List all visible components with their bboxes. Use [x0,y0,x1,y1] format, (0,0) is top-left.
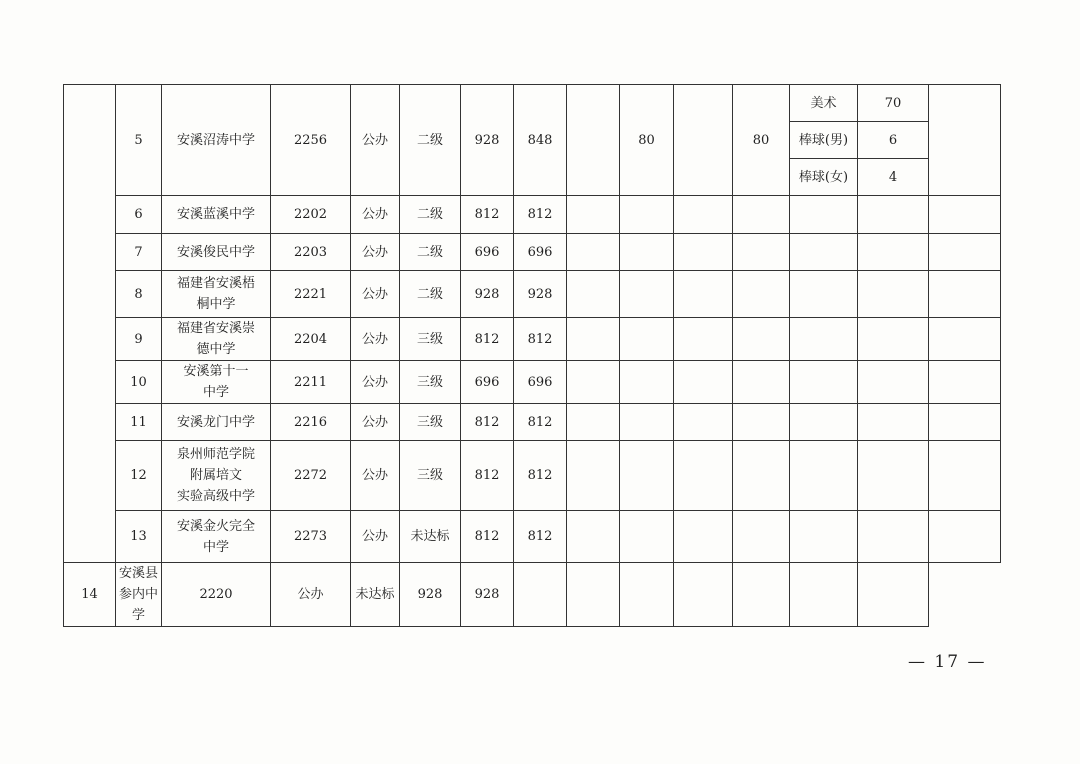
empty-cell [733,563,790,627]
specialty-item: 棒球(男) [790,122,858,159]
plan-general: 696 [514,234,567,271]
school-code: 2202 [271,196,351,234]
specialty-total: 80 [620,85,674,196]
empty-cell [790,271,858,318]
school-level: 未达标 [351,563,400,627]
empty-cell [620,361,674,404]
empty-cell [790,404,858,441]
empty-cell [733,511,790,563]
table-row [64,361,1001,404]
school-type: 公办 [351,234,400,271]
empty-cell [858,271,929,318]
empty-cell [567,85,620,196]
school-type: 公办 [351,404,400,441]
row-number: 11 [116,404,162,441]
empty-cell [620,404,674,441]
empty-cell [674,318,733,361]
empty-cell [674,441,733,511]
empty-cell [567,271,620,318]
empty-cell [733,441,790,511]
school-name: 福建省安溪崇 德中学 [162,318,271,361]
empty-cell [567,404,620,441]
row-number: 10 [116,361,162,404]
school-type: 公办 [351,361,400,404]
empty-cell [567,196,620,234]
specialty-count: 6 [858,122,929,159]
school-level: 二级 [400,196,461,234]
empty-cell [858,196,929,234]
row-number: 8 [116,271,162,318]
empty-cell [620,196,674,234]
empty-cell [620,234,674,271]
school-code: 2211 [271,361,351,404]
empty-cell [929,271,1001,318]
empty-cell [674,196,733,234]
empty-cell [858,234,929,271]
school-level: 三级 [400,404,461,441]
school-code: 2273 [271,511,351,563]
empty-cell [790,234,858,271]
row-number: 14 [64,563,116,627]
empty-cell [733,361,790,404]
table-row [64,511,1001,563]
school-level: 二级 [400,271,461,318]
empty-cell [929,196,1001,234]
school-name: 安溪蓝溪中学 [162,196,271,234]
empty-cell [929,85,1001,196]
empty-cell [858,404,929,441]
empty-cell [858,318,929,361]
row-number: 13 [116,511,162,563]
plan-general: 812 [514,511,567,563]
plan-total: 812 [461,441,514,511]
enrollment-table [63,84,1001,627]
table-row [64,318,1001,361]
school-type: 公办 [351,196,400,234]
plan-total: 928 [461,271,514,318]
plan-general: 928 [461,563,514,627]
empty-cell [929,234,1001,271]
empty-cell [790,196,858,234]
empty-cell [567,234,620,271]
empty-cell [620,318,674,361]
table-row [64,234,1001,271]
empty-cell [567,563,620,627]
region-cell [64,85,116,563]
school-name: 安溪龙门中学 [162,404,271,441]
school-level: 三级 [400,361,461,404]
table-row [64,563,1001,627]
empty-cell [567,511,620,563]
school-level: 未达标 [400,511,461,563]
empty-cell [929,511,1001,563]
plan-general: 812 [514,441,567,511]
empty-cell [620,441,674,511]
school-type: 公办 [351,271,400,318]
row-number: 7 [116,234,162,271]
school-code: 2256 [271,85,351,196]
empty-cell [733,404,790,441]
table-row [64,441,1001,511]
school-level: 二级 [400,85,461,196]
school-name: 安溪沼涛中学 [162,85,271,196]
empty-cell [514,563,567,627]
plan-general: 848 [514,85,567,196]
empty-cell [929,441,1001,511]
plan-total: 696 [461,234,514,271]
school-type: 公办 [351,441,400,511]
school-name: 安溪县参内中 学 [116,563,162,627]
school-name: 福建省安溪梧 桐中学 [162,271,271,318]
school-level: 三级 [400,318,461,361]
empty-cell [674,234,733,271]
table-row [64,85,1001,122]
empty-cell [733,318,790,361]
row-number: 6 [116,196,162,234]
school-name: 安溪第十一 中学 [162,361,271,404]
school-type: 公办 [271,563,351,627]
school-type: 公办 [351,318,400,361]
school-code: 2221 [271,271,351,318]
empty-cell [733,234,790,271]
plan-total: 812 [461,404,514,441]
row-number: 12 [116,441,162,511]
plan-total: 696 [461,361,514,404]
school-code: 2216 [271,404,351,441]
empty-cell [790,318,858,361]
plan-total: 812 [461,318,514,361]
empty-cell [858,563,929,627]
empty-cell [790,563,858,627]
empty-cell [733,271,790,318]
plan-general: 812 [514,404,567,441]
empty-cell [790,361,858,404]
empty-cell [790,441,858,511]
empty-cell [858,441,929,511]
plan-general: 812 [514,318,567,361]
specialty-plan: 80 [733,85,790,196]
table-row [64,404,1001,441]
school-code: 2220 [162,563,271,627]
school-name: 安溪俊民中学 [162,234,271,271]
empty-cell [567,441,620,511]
table-row [64,271,1001,318]
empty-cell [674,85,733,196]
plan-general: 812 [514,196,567,234]
specialty-count: 4 [858,159,929,196]
school-name: 安溪金火完全 中学 [162,511,271,563]
plan-general: 928 [514,271,567,318]
empty-cell [929,404,1001,441]
school-type: 公办 [351,85,400,196]
empty-cell [929,318,1001,361]
page-number: — 17 — [908,652,987,672]
empty-cell [858,511,929,563]
empty-cell [929,361,1001,404]
empty-cell [858,361,929,404]
plan-total: 812 [461,196,514,234]
empty-cell [620,271,674,318]
row-number: 9 [116,318,162,361]
school-level: 三级 [400,441,461,511]
specialty-item: 美术 [790,85,858,122]
table-row [64,196,1001,234]
specialty-count: 70 [858,85,929,122]
school-type: 公办 [351,511,400,563]
plan-total: 928 [461,85,514,196]
empty-cell [567,361,620,404]
school-code: 2272 [271,441,351,511]
empty-cell [790,511,858,563]
empty-cell [567,318,620,361]
specialty-item: 棒球(女) [790,159,858,196]
empty-cell [674,361,733,404]
row-number: 5 [116,85,162,196]
empty-cell [620,511,674,563]
school-level: 二级 [400,234,461,271]
empty-cell [674,511,733,563]
school-name: 泉州师范学院 附属培文 实验高级中学 [162,441,271,511]
empty-cell [620,563,674,627]
empty-cell [674,404,733,441]
school-code: 2203 [271,234,351,271]
school-code: 2204 [271,318,351,361]
plan-total: 928 [400,563,461,627]
empty-cell [674,563,733,627]
plan-total: 812 [461,511,514,563]
plan-general: 696 [514,361,567,404]
empty-cell [674,271,733,318]
empty-cell [733,196,790,234]
